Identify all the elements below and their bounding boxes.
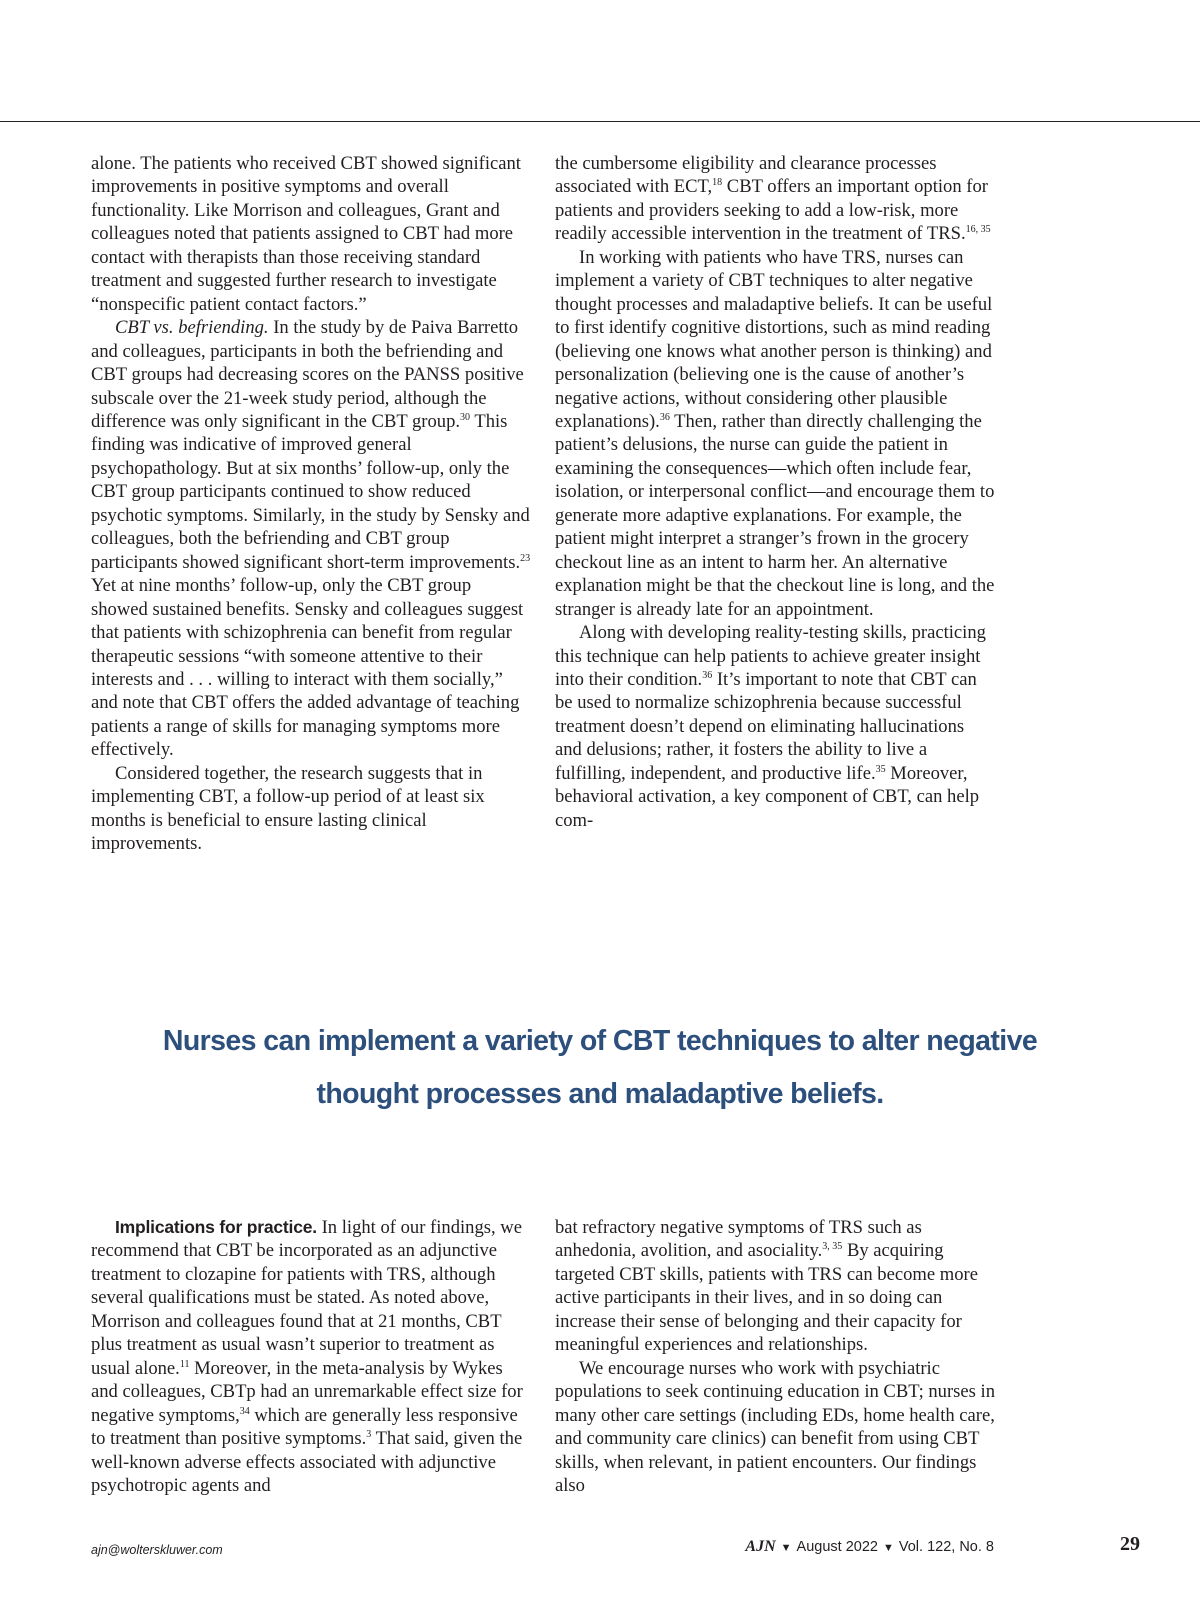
citation: 36: [659, 411, 670, 423]
triangle-separator-icon: ▼: [780, 1542, 792, 1554]
paragraph: alone. The patients who received CBT showed significant improvements in positive symptoms and overall functionality. Like Morrison and colleagues, Grant and colleagues noted that patients assigned to CBT had more contact with therapists than those receiving standard treatment and suggested further research to investigate “nonspecific patient contact factors.”: [91, 153, 521, 315]
citation: 30: [460, 411, 471, 423]
issue-date: August 2022: [796, 1539, 878, 1555]
volume-info: Vol. 122, No. 8: [898, 1539, 994, 1555]
paragraph: Along with developing reality-testing skills, practicing this technique can help patients to achieve greater insight into their condition.$^{36}$ It’s important to note that CBT can be used to normalize schizophrenia because successful treatment doesn’t depend on eliminating hallucinations and delusions; rather, it fosters the ability to live a fulfilling, independent, and productive life.$^{35}$ Moreover, behavioral activation, a key component of CBT, can help com-: [555, 622, 986, 831]
citation: 23: [520, 552, 531, 564]
pull-quote: [80, 1015, 1120, 1121]
page-number: 29: [1120, 1533, 1140, 1555]
paragraph: the cumbersome eligibility and clearance processes associated with ECT,$^{18}$ CBT offers an important option for patients and providers seeking to add a low-risk, more readily accessible intervention in the treatment of TRS.$^{16, 35}$: [555, 153, 991, 245]
paragraph: CBT vs. befriending. In the study by de Paiva Barretto and colleagues, participants in both the befriending and CBT groups had decreasing scores on the PANSS positive subscale over the 21-week study period, although the difference was only significant in the CBT group.$^{30}$ This finding was indicative of improved general psychopathology. But at six months’ follow-up, only the CBT group participants continued to show reduced psychotic symptoms. Similarly, in the study by Sensky and colleagues, both the befriending and CBT group participants showed significant short-term improvements.$^{23}$ Yet at nine months’ follow-up, only the CBT group showed sustained benefits. Sensky and colleagues suggest that patients with schizophrenia can benefit from regular therapeutic sessions “with someone attentive to their interests and . . . willing to interact with them socially,” and note that CBT offers the added advantage of teaching patients a range of skills for managing symptoms more effectively.: [91, 317, 531, 761]
citation: 18: [712, 177, 723, 189]
paragraph: We encourage nurses who work with psychiatric populations to seek continuing education in CBT; nurses in many other care settings (including EDs, home health care, and community care clinics) can benefit from using CBT skills, when relevant, in patient encounters. Our findings also: [555, 1357, 996, 1496]
top-rule: [0, 121, 1200, 122]
paragraph: Implications for practice. In light of our findings, we recommend that CBT be incorporated as an adjunctive treatment to clozapine for patients with TRS, although several qualifications must be stated. As noted above, Morrison and colleagues found that at 21 months, CBT plus treatment as usual wasn’t superior to treatment as usual alone.$^{11}$ Moreover, in the meta-analysis by Wykes and colleagues, CBTp had an unremarkable effect size for negative symptoms,$^{34}$ which are generally less responsive to treatment than positive symptoms.$^3$ That said, given the well-known adverse effects associated with adjunctive psychotropic agents and: [91, 1217, 523, 1496]
citation: 35: [875, 763, 886, 775]
section-heading: Implications for practice.: [115, 1217, 317, 1237]
citation: 3, 35: [822, 1241, 843, 1253]
footer-journal-info: [745, 1538, 994, 1556]
journal-name: AJN: [745, 1538, 776, 1555]
bottom-left-column: [91, 1216, 531, 1497]
triangle-separator-icon: ▼: [882, 1542, 894, 1554]
citation: 11: [179, 1358, 190, 1370]
paragraph: Considered together, the research suggests that in implementing CBT, a follow-up period of at least six months is beneficial to ensure lasting clinical improvements.: [91, 762, 485, 855]
top-right-column: [555, 152, 995, 832]
footer-email: ajn@wolterskluwer.com: [91, 1543, 223, 1557]
citation: 36: [702, 669, 713, 681]
paragraph: In working with patients who have TRS, nurses can implement a variety of CBT techniques to alter negative thought processes and maladaptive beliefs. It can be useful to first identify cognitive distortions, such as mind reading (believing one knows what another person is thinking) and personalization (believing one is the cause of another’s negative actions, without considering other plausible explanations).$^{36}$ Then, rather than directly challenging the patient’s delusions, the nurse can guide the patient in examining the consequences—which often include fear, isolation, or interpersonal conflict—and encourage them to generate more adaptive explanations. For example, the patient might interpret a stranger’s frown in the grocery checkout line as an intent to harm her. An alternative explanation might be that the checkout line is long, and the stranger is already late for an appointment.: [555, 246, 995, 620]
citation: 16, 35: [965, 224, 991, 236]
pull-quote-line: thought processes and maladaptive beliefs.: [316, 1078, 884, 1110]
citation: 34: [239, 1405, 250, 1417]
paragraph: bat refractory negative symptoms of TRS such as anhedonia, avolition, and asociality.$^{3, 35}$ By acquiring targeted CBT skills, patients with TRS can become more active participants in their lives, and in so doing can increase their sense of belonging and their capacity for meaningful experiences and relationships.: [555, 1217, 978, 1356]
subheading: CBT vs. befriending.: [115, 317, 269, 339]
bottom-right-column: [555, 1216, 995, 1497]
citation: 3: [366, 1428, 372, 1440]
pull-quote-line: Nurses can implement a variety of CBT techniques to alter negative: [162, 1025, 1038, 1057]
top-left-column: [91, 152, 531, 856]
